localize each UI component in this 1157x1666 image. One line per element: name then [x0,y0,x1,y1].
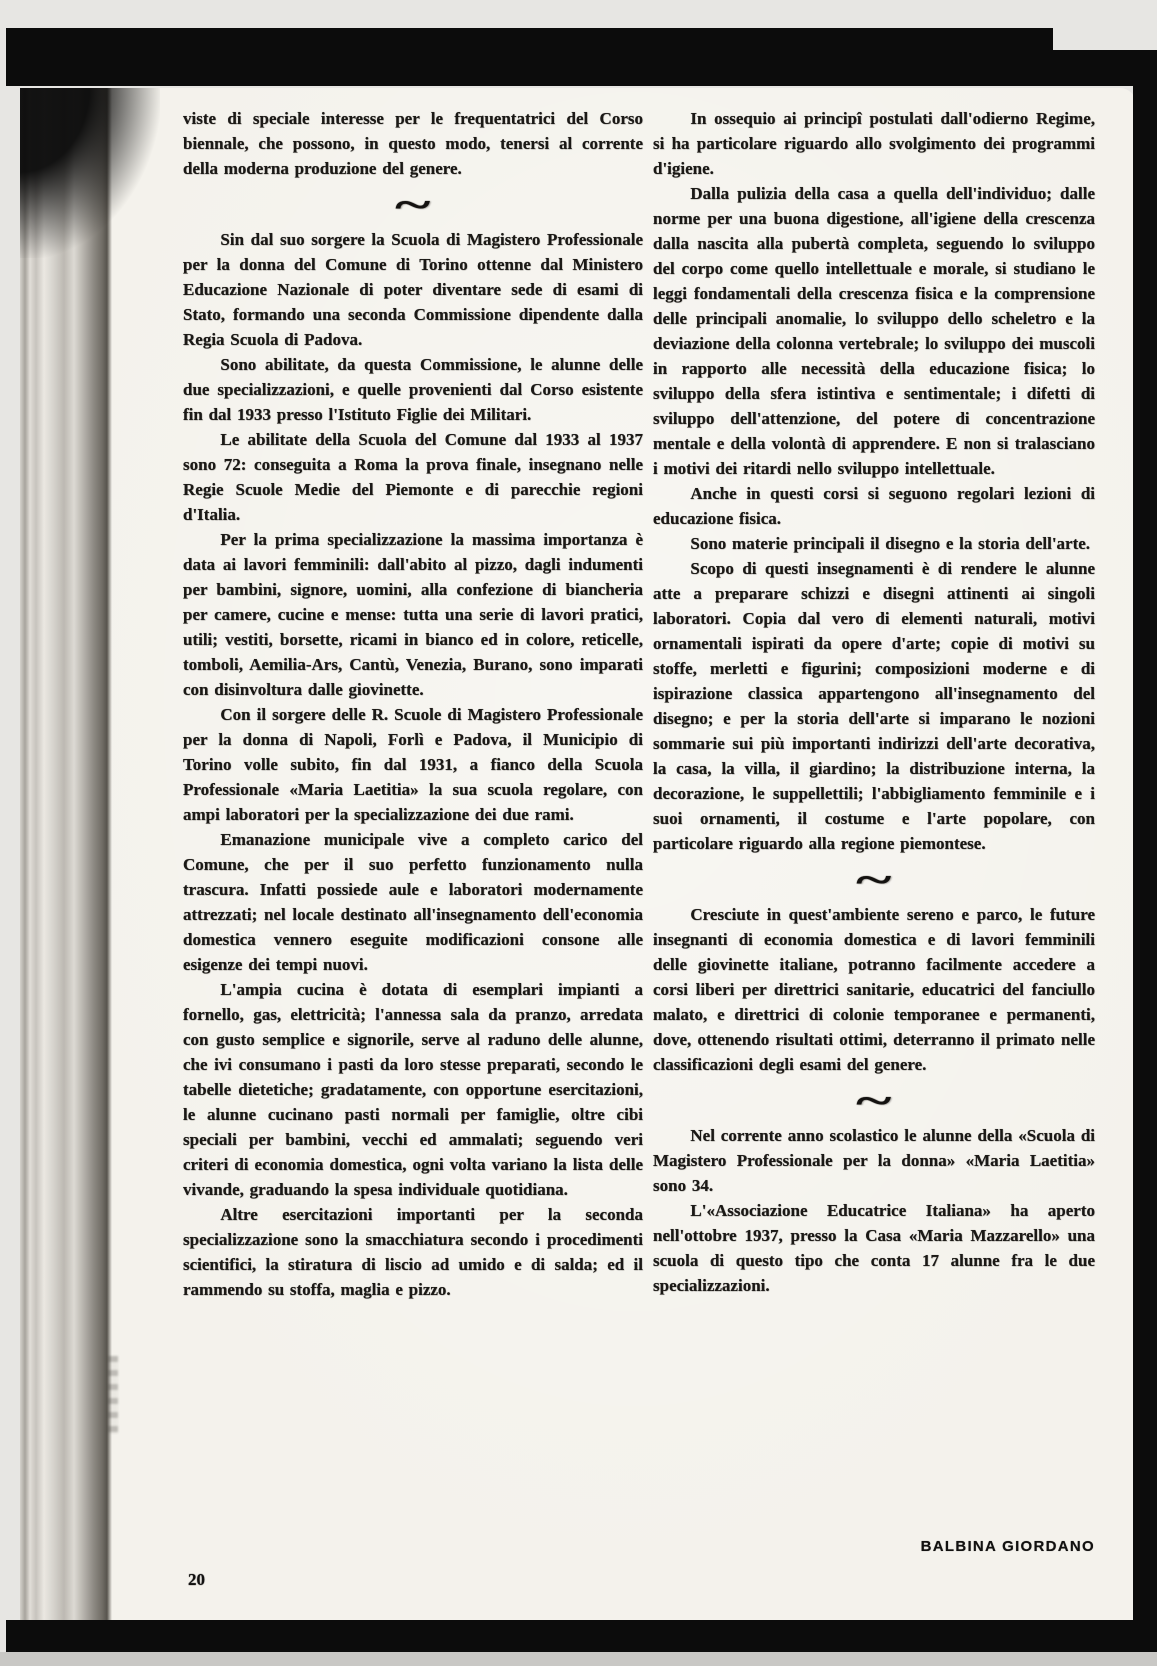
paragraph: Anche in questi corsi si seguono regolari lezioni di educazione fisica. [653,484,1095,528]
scan-corner-notch [1053,26,1157,50]
section-separator [653,856,1095,902]
book-spine [20,88,112,1622]
paragraph: L'ampia cucina è dotata di esemplari impianti a fornello, gas, elettricità; l'annessa sala da pranzo, arredata con gusto semplice e signorile, serve al raduno delle alunne, che ivi consumano i pasti da loro stesse preparati, secondo le tabelle dietetiche; gradatamente, con opportune esercitazioni, le alunne cucinano pasti normali per famiglie, oltre cibi speciali per bambini, vecchi ed ammalati; seguendo veri criteri di economia domestica, ogni volta variano la lista delle vivande, graduando la spesa individuale quotidiana. [183,980,643,1199]
paragraph: Emanazione municipale vive a completo carico del Comune, che per il suo perfetto funzionamento nulla trascura. Infatti possiede aule e laboratori modernamente attrezzati; nel locale destinato all'insegnamento dell'economia domestica vennero eseguite modificazioni consone alle esigenze dei tempi nuovi. [183,830,643,974]
page-paper [20,88,1136,1622]
left-column [183,106,643,1302]
tilde-glyph: ~ [395,182,431,226]
margin-smudge [108,1356,118,1434]
tilde-glyph: ~ [856,1078,892,1122]
paragraph: Le abilitate della Scuola del Comune dal 1933 al 1937 sono 72: conseguita a Roma la prova finale, insegnano nelle Regie Scuole Medie del Piemonte e di parecchie regioni d'Italia. [183,430,643,524]
paragraph: Altre esercitazioni importanti per la seconda specializzazione sono la smacchiatura secondo i procedimenti scientifici, la stiratura di liscio ad umido e di salda; ed il rammendo su stoffa, maglia e pizzo. [183,1205,643,1299]
paragraph: viste di speciale interesse per le frequentatrici del Corso biennale, che possono, in questo modo, tenersi al corrente della moderna produzione del genere. [183,109,643,178]
paragraph: Cresciute in quest'ambiente sereno e parco, le future insegnanti di economia domestica e di lavori femminili delle giovinette italiane, potranno facilmente accedere a corsi liberi per direttrici sanitarie, educatrici del fanciullo malato, e direttrici di colonie temporanee e permanenti, dove, ottenendo risultati ottimi, deterranno il primato nelle classificazioni degli esami del genere. [653,905,1095,1074]
paragraph: Per la prima specializzazione la massima importanza è data ai lavori femminili: dall'abito al pizzo, dagli indumenti per bambini, signore, uomini, alla confezione di biancheria per camere, cucine e mense: tutta una serie di lavori pratici, utili; vestiti, borsette, ricami in bianco ed in colore, reticelle, tomboli, Aemilia-Ars, Cantù, Venezia, Burano, sono imparati con disinvoltura dalle giovinette. [183,530,643,699]
tilde-glyph: ~ [856,857,892,901]
paragraph: Dalla pulizia della casa a quella dell'individuo; dalle norme per una buona digestione, all'igiene della crescenza dalla nascita alla pubertà completa, seguendo lo sviluppo del corpo come quello intellettuale e morale, si studiano le leggi fondamentali della crescenza fisica e la comprensione delle principali anomalie, lo sviluppo dello scheletro e la deviazione della colonna vertebrale; lo sviluppo dei muscoli in rapporto alle necessità della educazione fisica; lo sviluppo della sfera istintiva e sentimentale; i difetti di sviluppo dell'attenzione, del potere di concentrazione mentale e della volontà di apprendere. E non si tralasciano i motivi dei ritardi nello sviluppo intellettuale. [653,184,1095,478]
paragraph: Con il sorgere delle R. Scuole di Magistero Professionale per la donna di Napoli, Forlì e Padova, il Municipio di Torino volle subito, fin dal 1931, a fianco della Scuola Professionale «Maria Laetitia» la sua scuola regolare, con ampi laboratori per la specializzazione dei due rami. [183,705,643,824]
spine-shadow [20,88,160,258]
paragraph: Sono materie principali il disegno e la storia dell'arte. [690,534,1091,553]
scan-bottom-strip [0,1652,1157,1666]
right-column [653,106,1095,1298]
section-separator [653,1077,1095,1123]
section-separator [183,181,643,227]
paragraph: Scopo di questi insegnamenti è di rendere le alunne atte a preparare schizzi e disegni attinenti ai singoli laboratori. Copia dal vero di elementi naturali, motivi ornamentali ispirati da opere d'arte; copie di motivi su stoffe, merletti e figurini; composizioni moderne e di ispirazione classica appartengono all'insegnamento del disegno; e per la storia dell'arte si imparano le nozioni sommarie sui più importanti indirizzi dell'arte decorativa, la casa, la villa, il giardino; la distribuzione interna, la decorazione, le suppellettili; l'abbigliamento femminile e i suoi ornamenti, il costume e l'arte popolare, con particolare riguardo alla regione piemontese. [653,559,1095,853]
page-number: 20 [188,1570,205,1589]
author-signature: BALBINA GIORDANO [920,1538,1095,1555]
paragraph: Sin dal suo sorgere la Scuola di Magistero Professionale per la donna del Comune di Torino ottenne dal Ministero Educazione Nazionale di poter diventare sede di esami di Stato, formando una seconda Commissione dipendente dalla Regia Scuola di Padova. [183,230,643,349]
paragraph: L'«Associazione Educatrice Italiana» ha aperto nell'ottobre 1937, presso la Casa «Maria Mazzarello» una scuola di questo tipo che conta 17 alunne fra le due specializzazioni. [653,1201,1095,1295]
paragraph: Nel corrente anno scolastico le alunne della «Scuola di Magistero Professionale per la donna» «Maria Laetitia» sono 34. [653,1126,1095,1195]
paragraph: In ossequio ai principî postulati dall'odierno Regime, si ha particolare riguardo allo svolgimento dei programmi d'igiene. [653,109,1095,178]
paragraph: Sono abilitate, da questa Commissione, le alunne delle due specializzazioni, e quelle provenienti dal Corso esistente fin dal 1933 presso l'Istituto Figlie dei Militari. [183,355,643,424]
